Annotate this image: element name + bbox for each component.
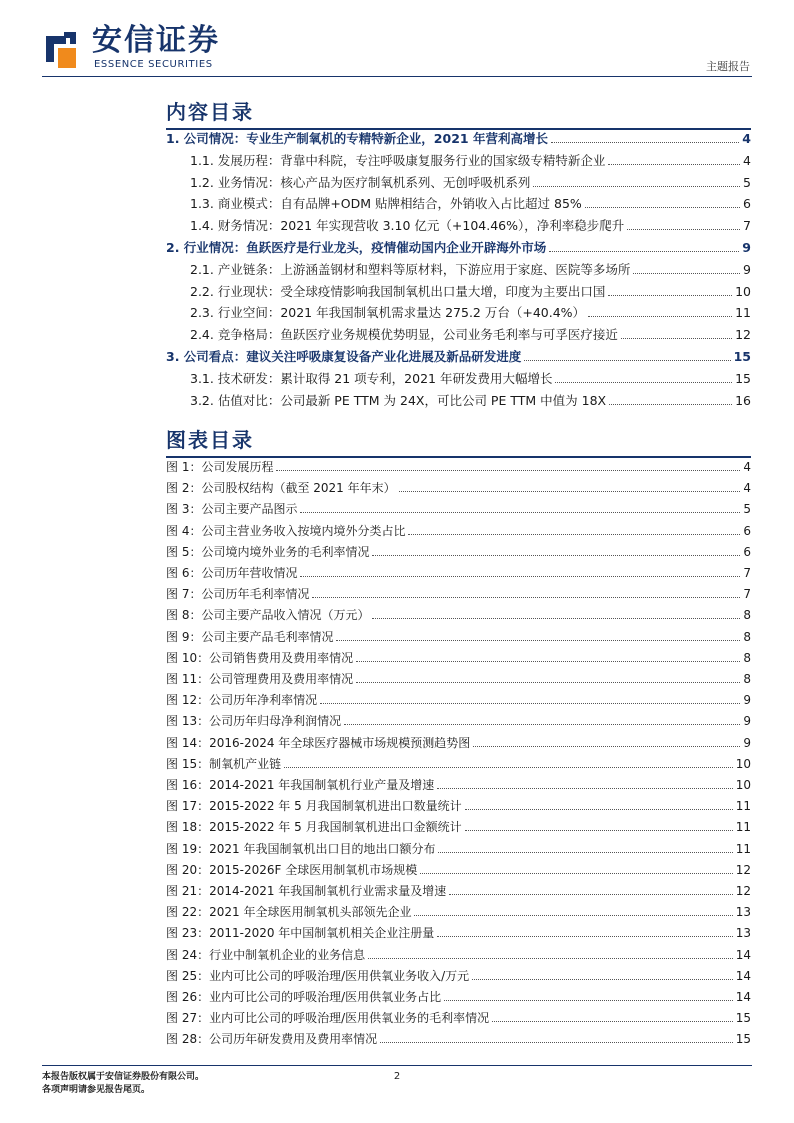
dot-leader xyxy=(344,724,740,725)
entry-page-number: 7 xyxy=(743,587,751,602)
entry-page-number: 8 xyxy=(743,629,751,644)
dot-leader xyxy=(533,186,740,187)
entry-label: 2.3. 行业空间：2021 年我国制氧机需求量达 275.2 万台（+40.4%） xyxy=(190,305,586,321)
figure-entry[interactable] xyxy=(166,731,751,751)
figure-entry[interactable] xyxy=(166,688,751,708)
figure-entry[interactable] xyxy=(166,943,751,963)
toc-section-entry[interactable] xyxy=(166,149,751,169)
dot-leader xyxy=(608,164,740,165)
dot-leader xyxy=(372,618,740,619)
dot-leader xyxy=(284,767,733,768)
figure-entry[interactable] xyxy=(166,900,751,920)
dot-leader xyxy=(300,512,740,513)
entry-label: 图 12：公司历年净利率情况 xyxy=(166,693,318,708)
dot-leader xyxy=(380,1042,733,1043)
entry-label: 3. 公司看点：建议关注呼吸康复设备产业化进展及新品研发进度 xyxy=(166,349,522,364)
entry-label: 图 16：2014-2021 年我国制氧机行业产量及增速 xyxy=(166,778,435,792)
entry-label: 2.2. 行业现状：受全球疫情影响我国制氧机出口量大增，印度为主要出口国 xyxy=(190,283,606,299)
entry-label: 3.1. 技术研发：累计取得 21 项专利，2021 年研发费用大幅增长 xyxy=(190,370,553,386)
dot-leader xyxy=(437,788,732,789)
entry-label: 2.1. 产业链条：上游涵盖钢材和塑料等原材料，下游应用于家庭、医院等多场所 xyxy=(190,261,631,277)
entry-page-number: 12 xyxy=(735,884,751,898)
figure-entry[interactable] xyxy=(166,540,751,560)
entry-page-number: 16 xyxy=(735,392,751,408)
entry-label: 图 17：2015-2022 年 5 月我国制氧机进出口数量统计 xyxy=(166,799,462,814)
dot-leader xyxy=(399,491,741,492)
company-logo-en: ESSENCE SECURITIES xyxy=(94,59,213,70)
entry-label: 图 27：业内可比公司的呼吸治理/医用供氧业务的毛利率情况 xyxy=(166,1011,490,1026)
dot-leader xyxy=(408,534,740,535)
figure-entry[interactable] xyxy=(166,667,751,687)
entry-label: 图 25：业内可比公司的呼吸治理/医用供氧业务收入/万元 xyxy=(166,968,470,983)
toc-chapter-entry[interactable] xyxy=(166,345,751,365)
entry-page-number: 6 xyxy=(743,544,751,559)
entry-label: 图 1：公司发展历程 xyxy=(166,460,274,474)
company-logo-cn: 安信证券 xyxy=(92,23,220,58)
entry-label: 图 9：公司主要产品毛利率情况 xyxy=(166,629,334,644)
dot-leader xyxy=(633,273,740,274)
figure-entry[interactable] xyxy=(166,773,751,793)
entry-page-number: 9 xyxy=(743,693,751,708)
entry-label: 图 24：行业中制氧机企业的业务信息 xyxy=(166,947,366,962)
entry-label: 图 13：公司历年归母净利润情况 xyxy=(166,714,342,729)
entry-label: 图 4：公司主营业务收入按境内境外分类占比 xyxy=(166,523,406,538)
entry-page-number: 9 xyxy=(742,240,751,255)
dot-leader xyxy=(465,830,733,831)
dot-leader xyxy=(449,894,732,895)
entry-page-number: 8 xyxy=(743,650,751,665)
dot-leader xyxy=(414,915,732,916)
toc-chapter-entry[interactable] xyxy=(166,127,751,147)
entry-page-number: 5 xyxy=(743,502,751,517)
figure-entry[interactable] xyxy=(166,582,751,602)
entry-page-number: 14 xyxy=(735,990,751,1004)
entry-label: 2.4. 竞争格局：鱼跃医疗业务规模优势明显，公司业务毛利率与可孚医疗接近 xyxy=(190,327,618,343)
entry-label: 图 5：公司境内境外业务的毛利率情况 xyxy=(166,544,370,559)
entry-label: 1.3. 商业模式：自有品牌+ODM 贴牌相结合，外销收入占比超过 85% xyxy=(190,196,582,212)
figure-entry[interactable] xyxy=(166,561,751,581)
dot-leader xyxy=(608,295,732,296)
entry-label: 图 26：业内可比公司的呼吸治理/医用供氧业务占比 xyxy=(166,990,442,1004)
entry-label: 图 8：公司主要产品收入情况（万元） xyxy=(166,608,370,623)
toc-section-entry[interactable] xyxy=(166,171,751,191)
entry-label: 图 19：2021 年我国制氧机出口目的地出口额分布 xyxy=(166,841,436,856)
figure-entry[interactable] xyxy=(166,752,751,772)
dot-leader xyxy=(312,597,740,598)
toc-chapter-entry[interactable] xyxy=(166,236,751,256)
figure-entry[interactable] xyxy=(166,1006,751,1026)
dot-leader xyxy=(627,229,740,230)
entry-label: 图 15：制氧机产业链 xyxy=(166,756,282,771)
dot-leader xyxy=(524,360,730,361)
dot-leader xyxy=(555,382,732,383)
entry-page-number: 11 xyxy=(735,820,751,835)
report-type-label: 主题报告 xyxy=(706,60,750,73)
toc-title: 内容目录 xyxy=(166,100,254,124)
dot-leader xyxy=(356,682,740,683)
figure-entry[interactable] xyxy=(166,709,751,729)
dot-leader xyxy=(492,1021,733,1022)
entry-label: 图 22：2021 年全球医用制氧机头部领先企业 xyxy=(166,905,412,920)
entry-page-number: 14 xyxy=(735,947,751,962)
toc-section-entry[interactable] xyxy=(166,258,751,278)
footer-divider xyxy=(42,1065,752,1066)
entry-page-number: 15 xyxy=(733,349,751,364)
entry-label: 图 6：公司历年营收情况 xyxy=(166,566,298,580)
dot-leader xyxy=(473,746,740,747)
entry-label: 图 23：2011-2020 年中国制氧机相关企业注册量 xyxy=(166,926,435,941)
dot-leader xyxy=(549,251,739,252)
figure-entry[interactable] xyxy=(166,879,751,899)
dot-leader xyxy=(372,555,740,556)
entry-page-number: 10 xyxy=(735,283,751,299)
entry-label: 图 11：公司管理费用及费用率情况 xyxy=(166,672,354,686)
figure-entry[interactable] xyxy=(166,794,751,814)
toc-section-entry[interactable] xyxy=(166,280,751,300)
figure-entry[interactable] xyxy=(166,455,751,475)
dot-leader xyxy=(621,338,732,339)
dot-leader xyxy=(609,404,732,405)
entry-page-number: 7 xyxy=(743,218,751,234)
entry-page-number: 9 xyxy=(743,735,751,750)
entry-label: 1.4. 财务情况：2021 年实现营收 3.10 亿元（+104.46%），净利率稳步爬升 xyxy=(190,218,625,234)
dot-leader xyxy=(438,852,732,853)
entry-page-number: 4 xyxy=(742,131,751,146)
entry-page-number: 4 xyxy=(743,481,751,496)
entry-page-number: 9 xyxy=(743,261,751,277)
entry-page-number: 8 xyxy=(743,672,751,686)
figure-entry[interactable] xyxy=(166,921,751,941)
entry-label: 图 3：公司主要产品图示 xyxy=(166,502,298,517)
essence-logo-icon xyxy=(42,28,80,70)
entry-page-number: 9 xyxy=(743,714,751,729)
toc-section-entry[interactable] xyxy=(166,214,751,234)
footer-disclaimer xyxy=(42,1071,204,1097)
figure-entry[interactable] xyxy=(166,476,751,496)
dot-leader xyxy=(320,703,740,704)
dot-leader xyxy=(472,979,733,980)
entry-page-number: 4 xyxy=(743,460,751,474)
toc-section-entry[interactable] xyxy=(166,367,751,387)
figure-entry[interactable] xyxy=(166,1027,751,1047)
entry-page-number: 15 xyxy=(735,1011,751,1026)
dot-leader xyxy=(420,873,733,874)
dot-leader xyxy=(588,316,732,317)
entry-label: 2. 行业情况：鱼跃医疗是行业龙头，疫情催动国内企业开辟海外市场 xyxy=(166,240,547,255)
figure-entry[interactable] xyxy=(166,837,751,857)
toc-section-entry[interactable] xyxy=(166,192,751,212)
entry-page-number: 11 xyxy=(735,305,751,321)
header-divider xyxy=(42,76,752,77)
figure-entry[interactable] xyxy=(166,985,751,1005)
entry-label: 图 20：2015-2026F 全球医用制氧机市场规模 xyxy=(166,862,418,877)
dot-leader xyxy=(356,661,740,662)
entry-label: 图 2：公司股权结构（截至 2021 年年末） xyxy=(166,481,396,496)
entry-page-number: 12 xyxy=(735,862,751,877)
entry-label: 3.2. 估值对比：公司最新 PE TTM 为 24X，可比公司 PE TTM 中值为 18X xyxy=(190,392,607,408)
entry-label: 1.2. 业务情况：核心产品为医疗制氧机系列、无创呼吸机系列 xyxy=(190,174,531,190)
figure-entry[interactable] xyxy=(166,519,751,539)
entry-page-number: 10 xyxy=(735,778,751,792)
dot-leader xyxy=(276,470,740,471)
toc-section-entry[interactable] xyxy=(166,301,751,321)
entry-page-number: 14 xyxy=(735,968,751,983)
entry-page-number: 10 xyxy=(735,756,751,771)
entry-page-number: 7 xyxy=(743,566,751,580)
entry-label: 1. 公司情况：专业生产制氧机的专精特新企业，2021 年营利高增长 xyxy=(166,131,548,146)
entry-label: 1.1. 发展历程：背靠中科院，专注呼吸康复服务行业的国家级专精特新企业 xyxy=(190,152,606,168)
figures-title: 图表目录 xyxy=(166,428,254,452)
dot-leader xyxy=(585,207,740,208)
page-number: 2 xyxy=(393,1071,401,1082)
figure-entry[interactable] xyxy=(166,603,751,623)
entry-page-number: 5 xyxy=(743,174,751,190)
footer-copyright: 本报告版权属于安信证券股份有限公司。 xyxy=(42,1072,205,1082)
figure-entry[interactable] xyxy=(166,858,751,878)
entry-page-number: 11 xyxy=(735,799,751,814)
entry-label: 图 18：2015-2022 年 5 月我国制氧机进出口金额统计 xyxy=(166,820,462,835)
figure-entry[interactable] xyxy=(166,964,751,984)
entry-page-number: 13 xyxy=(735,905,751,920)
entry-page-number: 15 xyxy=(735,370,751,386)
page-header xyxy=(0,0,794,80)
entry-page-number: 6 xyxy=(743,196,751,212)
entry-label: 图 28：公司历年研发费用及费用率情况 xyxy=(166,1032,378,1047)
dot-leader xyxy=(368,958,733,959)
figure-entry[interactable] xyxy=(166,625,751,645)
entry-page-number: 8 xyxy=(743,608,751,623)
toc-section-entry[interactable] xyxy=(166,323,751,343)
figure-entry[interactable] xyxy=(166,815,751,835)
entry-page-number: 13 xyxy=(735,926,751,941)
dot-leader xyxy=(300,576,740,577)
entry-page-number: 4 xyxy=(743,152,751,168)
footer-notice: 各项声明请参见报告尾页。 xyxy=(42,1085,151,1095)
dot-leader xyxy=(437,936,732,937)
entry-label: 图 7：公司历年毛利率情况 xyxy=(166,587,310,602)
entry-page-number: 15 xyxy=(735,1032,751,1047)
figure-entry[interactable] xyxy=(166,646,751,666)
entry-page-number: 12 xyxy=(735,327,751,343)
entry-label: 图 21：2014-2021 年我国制氧机行业需求量及增速 xyxy=(166,884,447,898)
dot-leader xyxy=(551,142,739,143)
dot-leader xyxy=(336,640,740,641)
entry-label: 图 10：公司销售费用及费用率情况 xyxy=(166,650,354,665)
entry-page-number: 11 xyxy=(735,841,751,856)
dot-leader xyxy=(465,809,733,810)
toc-section-entry[interactable] xyxy=(166,389,751,409)
dot-leader xyxy=(444,1000,733,1001)
entry-label: 图 14：2016-2024 年全球医疗器械市场规模预测趋势图 xyxy=(166,735,471,750)
entry-page-number: 6 xyxy=(743,523,751,538)
figure-entry[interactable] xyxy=(166,497,751,517)
